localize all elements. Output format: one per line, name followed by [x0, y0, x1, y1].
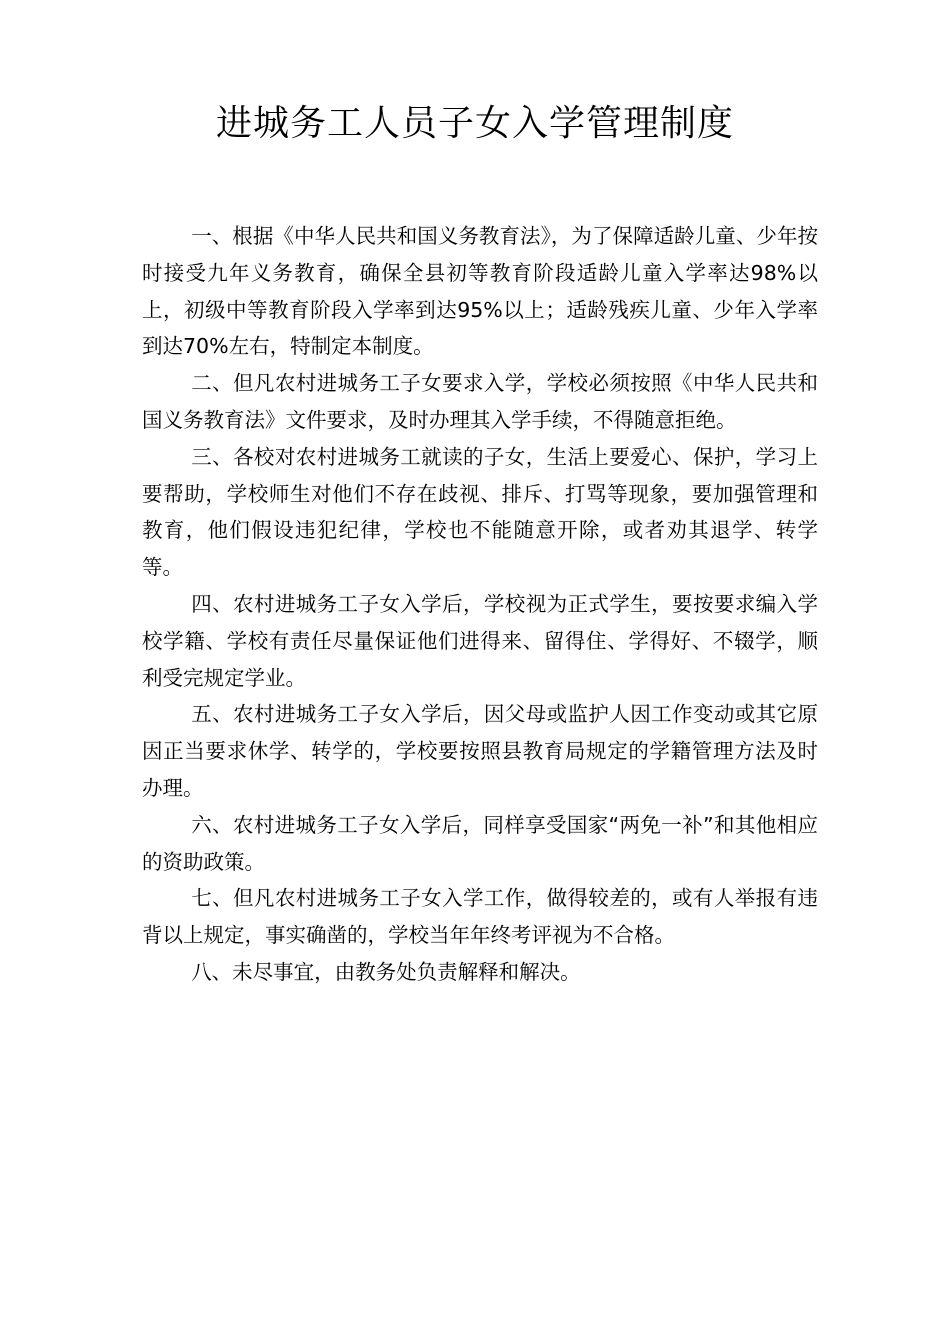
paragraph-7: 七、但凡农村进城务工子女入学工作，做得较差的，或有人举报有违背以上规定，事实确凿的，学校当年年终考评视为不合格。 [142, 886, 818, 948]
paragraph-2: 二、但凡农村进城务工子女要求入学，学校必须按照《中华人民共和国义务教育法》文件要求，及时办理其入学手续，不得随意拒绝。 [142, 371, 818, 432]
document-title: 进城务工人员子女入学管理制度 [215, 103, 734, 144]
document-body [142, 218, 818, 991]
paragraph-5: 五、农村进城务工子女入学后，因父母或监护人因工作变动或其它原因正当要求休学、转学的，学校要按照县教育局规定的学籍管理方法及时办理。 [142, 702, 818, 800]
paragraph-1: 一、根据《中华人民共和国义务教育法》，为了保障适龄儿童、少年按时接受九年义务教育，确保全县初等教育阶段适龄儿童入学率达98%以上，初级中等教育阶段入学率到达95%以上；适龄残疾儿童、少年入学率到达70%左右，特制定本制度。 [142, 224, 818, 359]
paragraph-4: 四、农村进城务工子女入学后，学校视为正式学生，要按要求编入学校学籍、学校有责任尽量保证他们进得来、留得住、学得好、不辍学，顺利受完规定学业。 [142, 591, 818, 690]
paragraph-6: 六、农村进城务工子女入学后，同样享受国家“两免一补”和其他相应的资助政策。 [142, 812, 818, 874]
paragraph-8: 八、未尽事宜，由教务处负责解释和解决。 [191, 959, 581, 984]
paragraph-3: 三、各校对农村进城务工就读的子女，生活上要爱心、保护，学习上要帮助，学校师生对他们不存在歧视、排斥、打骂等现象，要加强管理和教育，他们假设违犯纪律，学校也不能随意开除，或者劝其退学、转学等。 [142, 444, 818, 580]
